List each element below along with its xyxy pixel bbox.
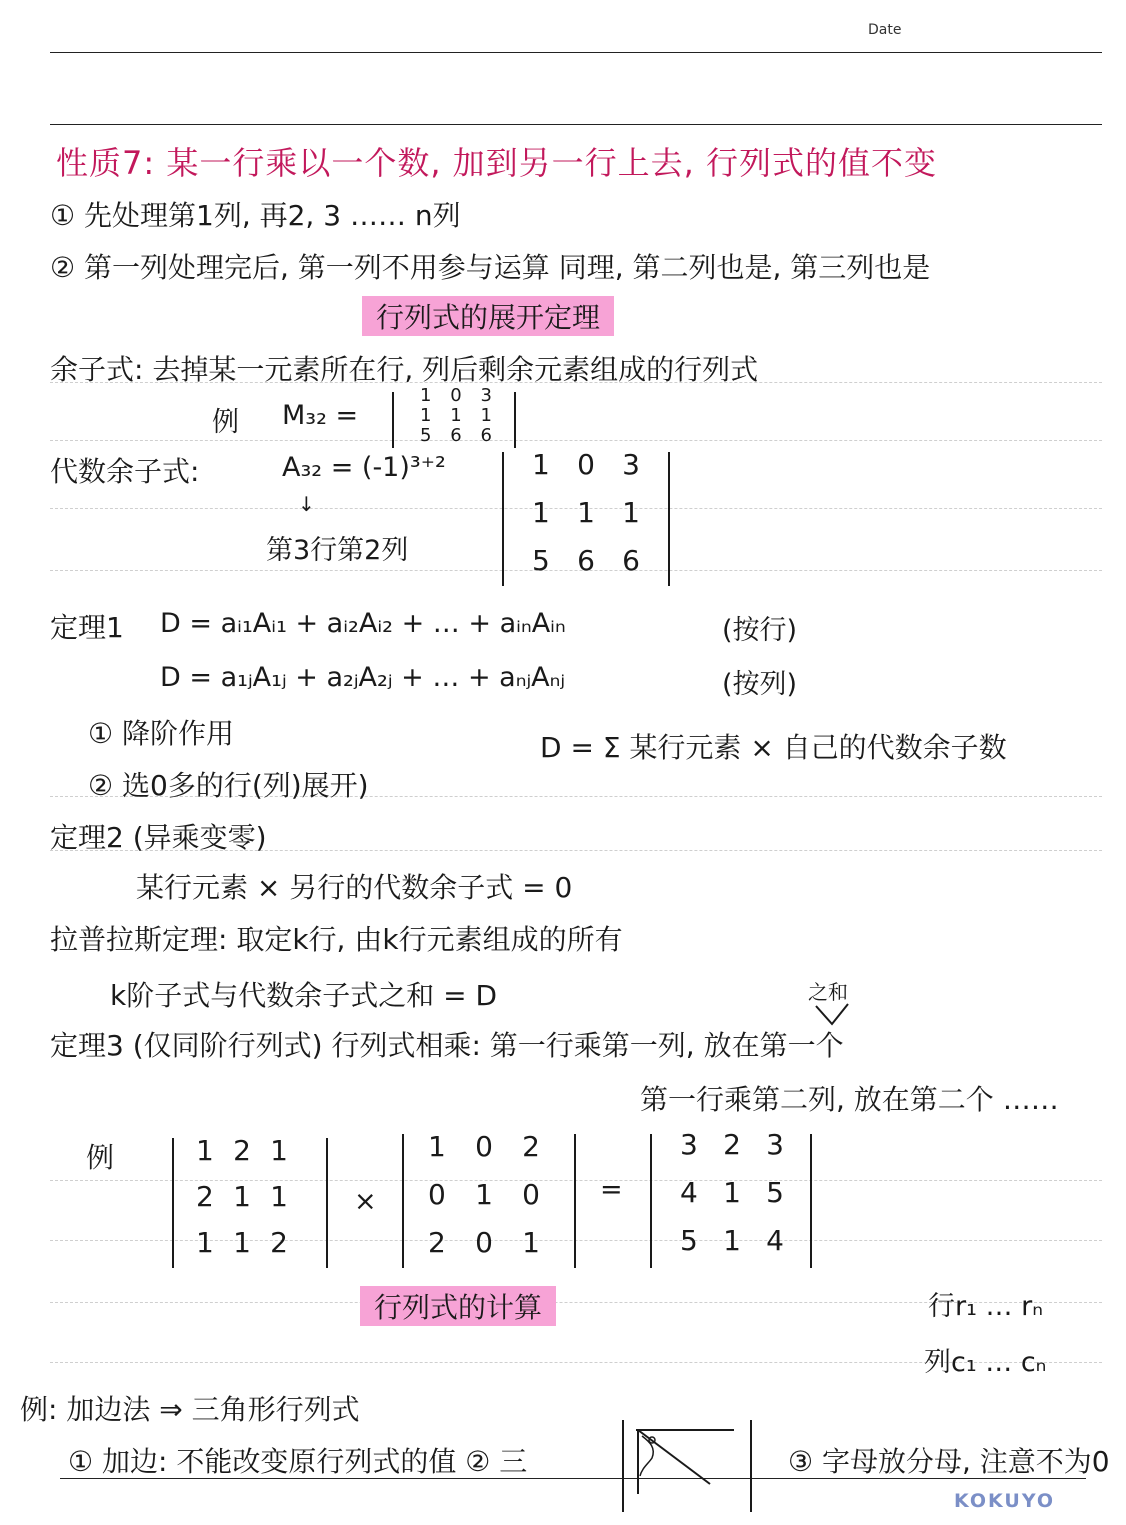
matrix-cell: 3: [766, 1128, 784, 1161]
matrix-cell: 1: [622, 496, 640, 529]
rows-note: 行r₁ … rₙ: [928, 1291, 1043, 1322]
determinant-bar: [810, 1134, 812, 1268]
matrix-cell: 1: [420, 385, 432, 406]
section-heading-computation: 行列式的计算: [360, 1286, 556, 1326]
theorem-2-body: 某行元素 × 另行的代数余子式 = 0: [136, 871, 573, 904]
theorem-3: 定理3 (仅同阶行列式) 行列式相乘: 第一行乘第一列, 放在第一个: [50, 1029, 844, 1062]
determinant-bar: [668, 452, 670, 586]
theorem-3-cont: 第一行乘第二列, 放在第二个 ……: [640, 1083, 1059, 1116]
divider-line: [750, 1420, 752, 1512]
example-label: 例: [212, 407, 239, 438]
bottom-item-1-2: ① 加边: 不能改变原行列式的值 ② 三: [68, 1445, 528, 1478]
determinant-bar: [650, 1134, 652, 1268]
matrix-cell: 5: [420, 425, 432, 446]
minor-expression: M₃₂ =: [282, 400, 359, 431]
matrix-cell: 1: [522, 1226, 540, 1259]
example-3: 例: 加边法 ⇒ 三角形行列式: [20, 1393, 360, 1426]
matrix-cell: 1: [196, 1226, 214, 1259]
matrix-cell: 4: [766, 1224, 784, 1257]
header-rule: [50, 52, 1102, 53]
matrix-cell: 0: [475, 1130, 493, 1163]
cols-note: 列c₁ … cₙ: [924, 1347, 1047, 1378]
matrix-row: [680, 1176, 784, 1224]
matrix-row: [680, 1224, 784, 1272]
matrix-cell: 1: [475, 1178, 493, 1211]
matrix-1: [196, 1134, 288, 1272]
theorem-1-label: 定理1: [50, 611, 124, 644]
matrix-cell: 1: [233, 1180, 251, 1213]
theorem-1-row-formula: D = aᵢ₁Aᵢ₁ + aᵢ₂Aᵢ₂ + … + aᵢₙAᵢₙ: [160, 608, 566, 639]
determinant-bar: [326, 1138, 328, 1268]
matrix-cell: 1: [270, 1134, 288, 1167]
determinant-bar: [502, 452, 504, 586]
matrix-cell: 1: [723, 1224, 741, 1257]
matrix-cell: 2: [428, 1226, 446, 1259]
theorem-1-col-formula: D = a₁ⱼA₁ⱼ + a₂ⱼA₂ⱼ + … + aₙⱼAₙⱼ: [160, 662, 566, 693]
sum-annotation: 之和: [808, 980, 848, 1004]
cofactor-expression: A₃₂ = (-1)³⁺²: [282, 452, 446, 483]
matrix-cell: 1: [420, 405, 432, 426]
minor-definition: 余子式: 去掉某一元素所在行, 列后剩余元素组成的行列式: [50, 353, 759, 386]
matrix-cell: 0: [475, 1226, 493, 1259]
matrix-row: [420, 426, 492, 446]
matrix-cell: 1: [270, 1180, 288, 1213]
minor-matrix: [420, 386, 492, 446]
date-label: Date: [868, 22, 902, 38]
matrix-row: [532, 544, 640, 592]
matrix-cell: 0: [522, 1178, 540, 1211]
matrix-cell: 6: [577, 544, 595, 577]
matrix-row: [428, 1130, 540, 1178]
divider-line: [622, 1420, 624, 1512]
triangle-sketch-icon: [630, 1424, 740, 1504]
by-col-note: (按列): [722, 669, 798, 700]
matrix-cell: 6: [622, 544, 640, 577]
matrix-cell: 2: [723, 1128, 741, 1161]
matrix-row: [532, 496, 640, 544]
matrix-row: [428, 1178, 540, 1226]
matrix-2: [428, 1130, 540, 1274]
laplace-theorem: 拉普拉斯定理: 取定k行, 由k行元素组成的所有: [50, 923, 623, 956]
matrix-cell: 0: [450, 385, 462, 406]
matrix-row: [420, 406, 492, 426]
example-2-label: 例: [86, 1141, 115, 1174]
property-7-heading: 性质7: 某一行乘以一个数, 加到另一行上去, 行列式的值不变: [56, 144, 938, 182]
matrix-cell: 1: [480, 405, 492, 426]
cofactor-label: 代数余子式:: [50, 455, 200, 488]
matrix-cell: 1: [577, 496, 595, 529]
by-row-note: (按行): [722, 615, 798, 646]
matrix-row: [420, 386, 492, 406]
matrix-cell: 3: [622, 448, 640, 481]
matrix-3: [680, 1128, 784, 1272]
matrix-cell: 2: [270, 1226, 288, 1259]
matrix-cell: 3: [680, 1128, 698, 1161]
equals-sign: =: [600, 1174, 623, 1205]
matrix-cell: 5: [766, 1176, 784, 1209]
matrix-cell: 2: [522, 1130, 540, 1163]
matrix-cell: 1: [196, 1134, 214, 1167]
matrix-row: [428, 1226, 540, 1274]
top-margin-rule: [50, 124, 1102, 125]
determinant-bar: [402, 1134, 404, 1268]
determinant-bar: [574, 1134, 576, 1268]
matrix-cell: 2: [196, 1180, 214, 1213]
matrix-cell: 1: [428, 1130, 446, 1163]
laplace-theorem-cont: k阶子式与代数余子式之和 = D: [110, 979, 498, 1012]
step-1: ① 先处理第1列, 再2, 3 …… n列: [50, 199, 461, 232]
matrix-cell: 5: [680, 1224, 698, 1257]
arrow-down-icon: ↓: [298, 492, 315, 516]
matrix-cell: 1: [233, 1226, 251, 1259]
matrix-cell: 4: [680, 1176, 698, 1209]
matrix-cell: 1: [532, 496, 550, 529]
matrix-cell: 6: [450, 425, 462, 446]
section-heading-expansion: 行列式的展开定理: [362, 296, 614, 336]
ruled-line: [50, 440, 1102, 441]
matrix-cell: 1: [532, 448, 550, 481]
times-sign: ×: [354, 1186, 377, 1217]
matrix-cell: 0: [428, 1178, 446, 1211]
step-2: ② 第一列处理完后, 第一列不用参与运算 同理, 第二列也是, 第三列也是: [50, 251, 931, 284]
matrix-cell: 6: [480, 425, 492, 446]
determinant-bar: [514, 392, 516, 448]
sum-formula: D = Σ 某行元素 × 自己的代数余子数: [540, 731, 1007, 764]
determinant-bar: [392, 392, 394, 448]
matrix-cell: 5: [532, 544, 550, 577]
matrix-cell: 2: [233, 1134, 251, 1167]
matrix-cell: 3: [480, 385, 492, 406]
use-1: ① 降阶作用: [88, 717, 235, 750]
matrix-cell: 1: [450, 405, 462, 426]
matrix-row: [532, 448, 640, 496]
matrix-row: [196, 1134, 288, 1180]
cofactor-matrix: [532, 448, 640, 592]
matrix-cell: 0: [577, 448, 595, 481]
determinant-bar: [172, 1138, 174, 1268]
bottom-item-3: ③ 字母放分母, 注意不为0: [788, 1445, 1110, 1478]
theorem-2-label: 定理2 (异乘变零): [50, 821, 267, 854]
matrix-row: [196, 1226, 288, 1272]
matrix-cell: 1: [723, 1176, 741, 1209]
matrix-row: [680, 1128, 784, 1176]
matrix-row: [196, 1180, 288, 1226]
brand-logo: KOKUYO: [954, 1490, 1056, 1512]
row-col-note: 第3行第2列: [266, 535, 409, 566]
use-2: ② 选0多的行(列)展开): [88, 769, 369, 802]
